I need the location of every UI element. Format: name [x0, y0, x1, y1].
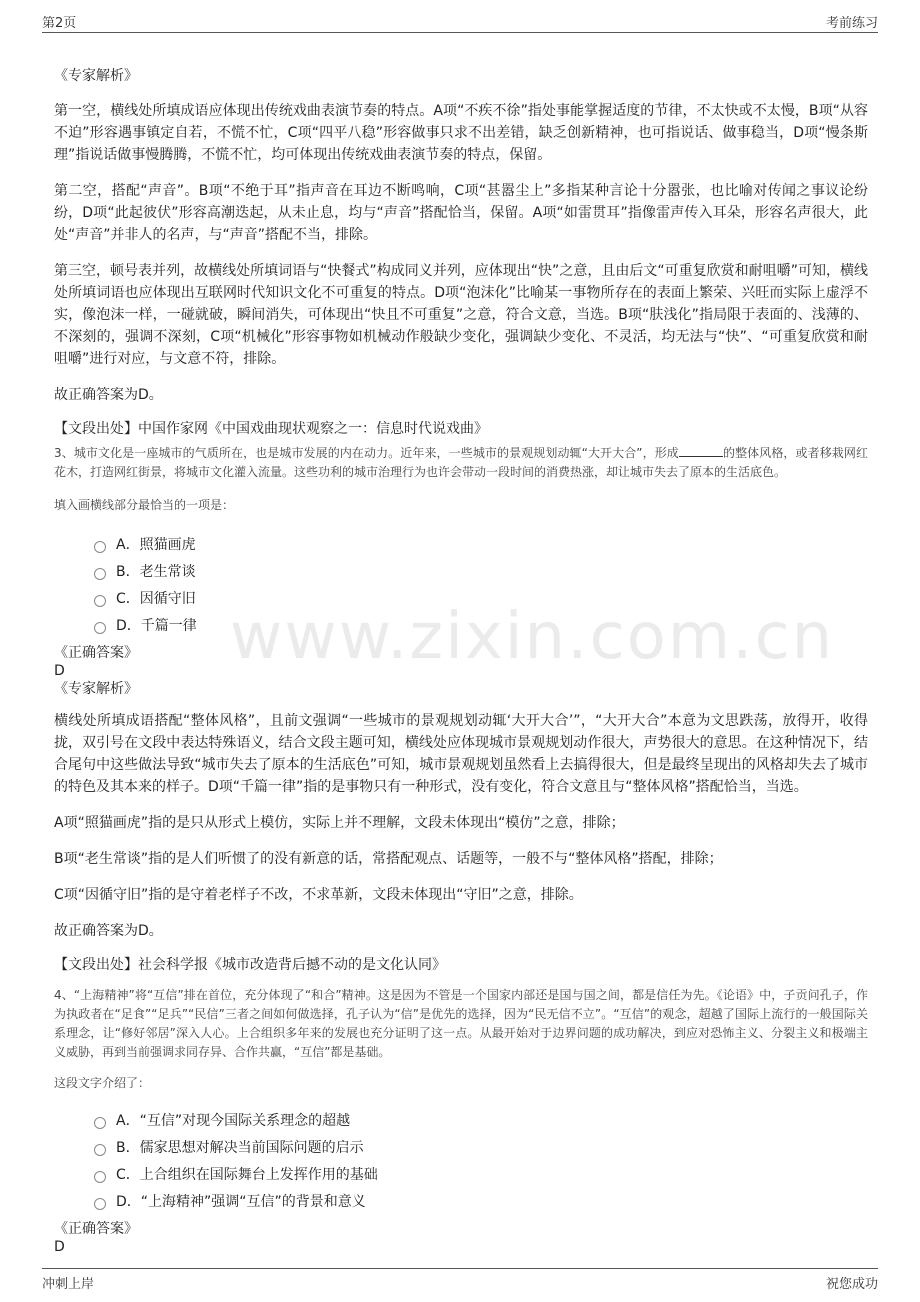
q2-analysis-title: 《专家解析》 [54, 68, 138, 84]
q3-analysis-para-3: B项“老生常谈”指的是人们听惯了的没有新意的话，常搭配观点、话题等，一般不与“整体风格”搭配，排除； [54, 851, 723, 867]
q3-blank [679, 444, 723, 457]
q4-option-b[interactable]: B．儒家思想对解决当前国际问题的启示 [94, 1133, 868, 1160]
q3-answer: D [54, 663, 65, 679]
q4-answer: D [54, 1239, 65, 1255]
q4-option-c[interactable]: C．上合组织在国际舞台上发挥作用的基础 [94, 1160, 868, 1187]
q4-option-a[interactable]: A．“互信”对现今国际关系理念的超越 [94, 1106, 868, 1133]
radio-icon[interactable] [94, 541, 106, 553]
q4-answer-title: 《正确答案》 [54, 1221, 138, 1237]
q3-analysis-para-2: A项“照猫画虎”指的是只从形式上模仿，实际上并不理解，文段未体现出“模仿”之意，排除； [54, 815, 625, 831]
q3-analysis-title: 《专家解析》 [54, 681, 138, 697]
q3-prompt: 填入画横线部分最恰当的一项是： [54, 498, 235, 512]
q3-analysis-para-1: 横线处所填成语搭配“整体风格”，且前文强调“一些城市的景观规划动辄‘大开大合’”，“大开大合”本意为文思跌荡，放得开，收得拢，双引号在文段中表达特殊语义，结合文段主题可知，横线处应体现城市景观规划动作很大，声势很大的意思。在这种情况下，结合尾句中这些做法导致“城市失去了原本的生活底色”可知，城市景观规划虽然看上去搞得很大，但是最终呈现出的风格却失去了城市的特色及其本来的样子。D项“千篇一律”指的是事物只有一种形式，没有变化，符合文意且与“整体风格”搭配恰当，当选。 [54, 713, 868, 795]
q4-prompt: 这段文字介绍了： [54, 1076, 151, 1090]
radio-icon[interactable] [94, 1144, 106, 1156]
footer-right: 祝您成功 [825, 1277, 878, 1292]
radio-icon[interactable] [94, 1198, 106, 1210]
watermark: www.zixin.com.cn [230, 600, 835, 674]
q3-answer-title: 《正确答案》 [54, 645, 138, 661]
page-number: 第2页 [42, 16, 77, 31]
header-label: 考前练习 [825, 16, 878, 31]
radio-icon[interactable] [94, 622, 106, 634]
q3-option-d[interactable]: D．千篇一律 [94, 611, 868, 638]
radio-icon[interactable] [94, 1171, 106, 1183]
radio-icon[interactable] [94, 595, 106, 607]
document-body [54, 42, 868, 1256]
q2-analysis-para-2: 第二空，搭配“声音”。B项“不绝于耳”指声音在耳边不断鸣响，C项“甚嚣尘上”多指某种言论十分嚣张，也比喻对传闻之事议论纷纷，D项“此起彼伏”形容高潮迭起，从未止息，均与“声音”搭配恰当，保留。A项“如雷贯耳”指像雷声传入耳朵，形容名声很大，此处“声音”并非人的名声，与“声音”搭配不当，排除。 [54, 183, 868, 243]
q3-source: 【文段出处】社会科学报《城市改造背后撼不动的是文化认同》 [54, 957, 446, 973]
q3-conclusion: 故正确答案为D。 [54, 923, 163, 939]
q2-analysis-para-1: 第一空，横线处所填成语应体现出传统戏曲表演节奏的特点。A项“不疾不徐”指处事能掌握适度的节律，不太快或不太慢，B项“从容不迫”形容遇事镇定自若，不慌不忙，C项“四平八稳”形容做事只求不出差错，缺乏创新精神，也可指说话、做事稳当，D项“慢条斯理”指说话做事慢腾腾，不慌不忙，均可体现出传统戏曲表演节奏的特点，保留。 [54, 103, 868, 163]
footer-left: 冲刺上岸 [42, 1277, 95, 1292]
q3-analysis-para-4: C项“因循守旧”指的是守着老样子不改，不求革新，文段未体现出“守旧”之意，排除。 [54, 887, 583, 903]
page-footer [42, 1268, 878, 1292]
q2-source: 【文段出处】中国作家网《中国戏曲现状观察之一：信息时代说戏曲》 [54, 421, 488, 437]
radio-icon[interactable] [94, 1117, 106, 1129]
q3-stem: 3、城市文化是一座城市的气质所在，也是城市发展的内在动力。近年来，一些城市的景观规划动辄“大开大合”，形成 的整体风格，或者移栽网红花木，打造网红街景，将城市文化灌入流量。这些功利的城市治理行为也许会带动一段时间的消费热涨，却让城市失去了原本的生活底色。 [54, 446, 868, 479]
q4-option-d[interactable]: D．“上海精神”强调“互信”的背景和意义 [94, 1187, 868, 1214]
q2-conclusion: 故正确答案为D。 [54, 387, 163, 403]
page-header [42, 12, 878, 33]
q3-option-b[interactable]: B．老生常谈 [94, 557, 868, 584]
q3-option-a[interactable]: A．照猫画虎 [94, 530, 868, 557]
q3-option-c[interactable]: C．因循守旧 [94, 584, 868, 611]
q4-stem: 4、“上海精神”将“互信”排在首位，充分体现了“和合”精神。这是因为不管是一个国家内部还是国与国之间，都是信任为先。《论语》中，子贡问孔子，作为执政者在“足食”“足兵”“民信”三者之间如何做选择，孔子认为“信”是优先的选择，因为“民无信不立”。“互信”的观念，超越了国际上流行的一般国际关系理念，让“修好邻居”深入人心。上合组织多年来的发展也充分证明了这一点。从最开始对于边界问题的成功解决，到应对恐怖主义、分裂主义和极端主义威胁，再到当前强调求同存异、合作共赢，“互信”都是基础。 [54, 988, 868, 1059]
q2-analysis-para-3: 第三空，顿号表并列，故横线处所填词语与“快餐式”构成同义并列，应体现出“快”之意，且由后文“可重复欣赏和耐咀嚼”可知，横线处所填词语也应体现出互联网时代知识文化不可重复的特点。D项“泡沫化”比喻某一事物所存在的表面上繁荣、兴旺而实际上虚浮不实，像泡沫一样，一碰就破，瞬间消失，可体现出“快且不可重复”之意，符合文意，当选。B项“肤浅化”指局限于表面的、浅薄的、不深刻的，强调不深刻，C项“机械化”形容事物如机械动作般缺少变化，强调缺少变化、不灵活，均无法与“快”、“可重复欣赏和耐咀嚼”进行对应，与文意不符，排除。 [54, 263, 868, 367]
radio-icon[interactable] [94, 568, 106, 580]
